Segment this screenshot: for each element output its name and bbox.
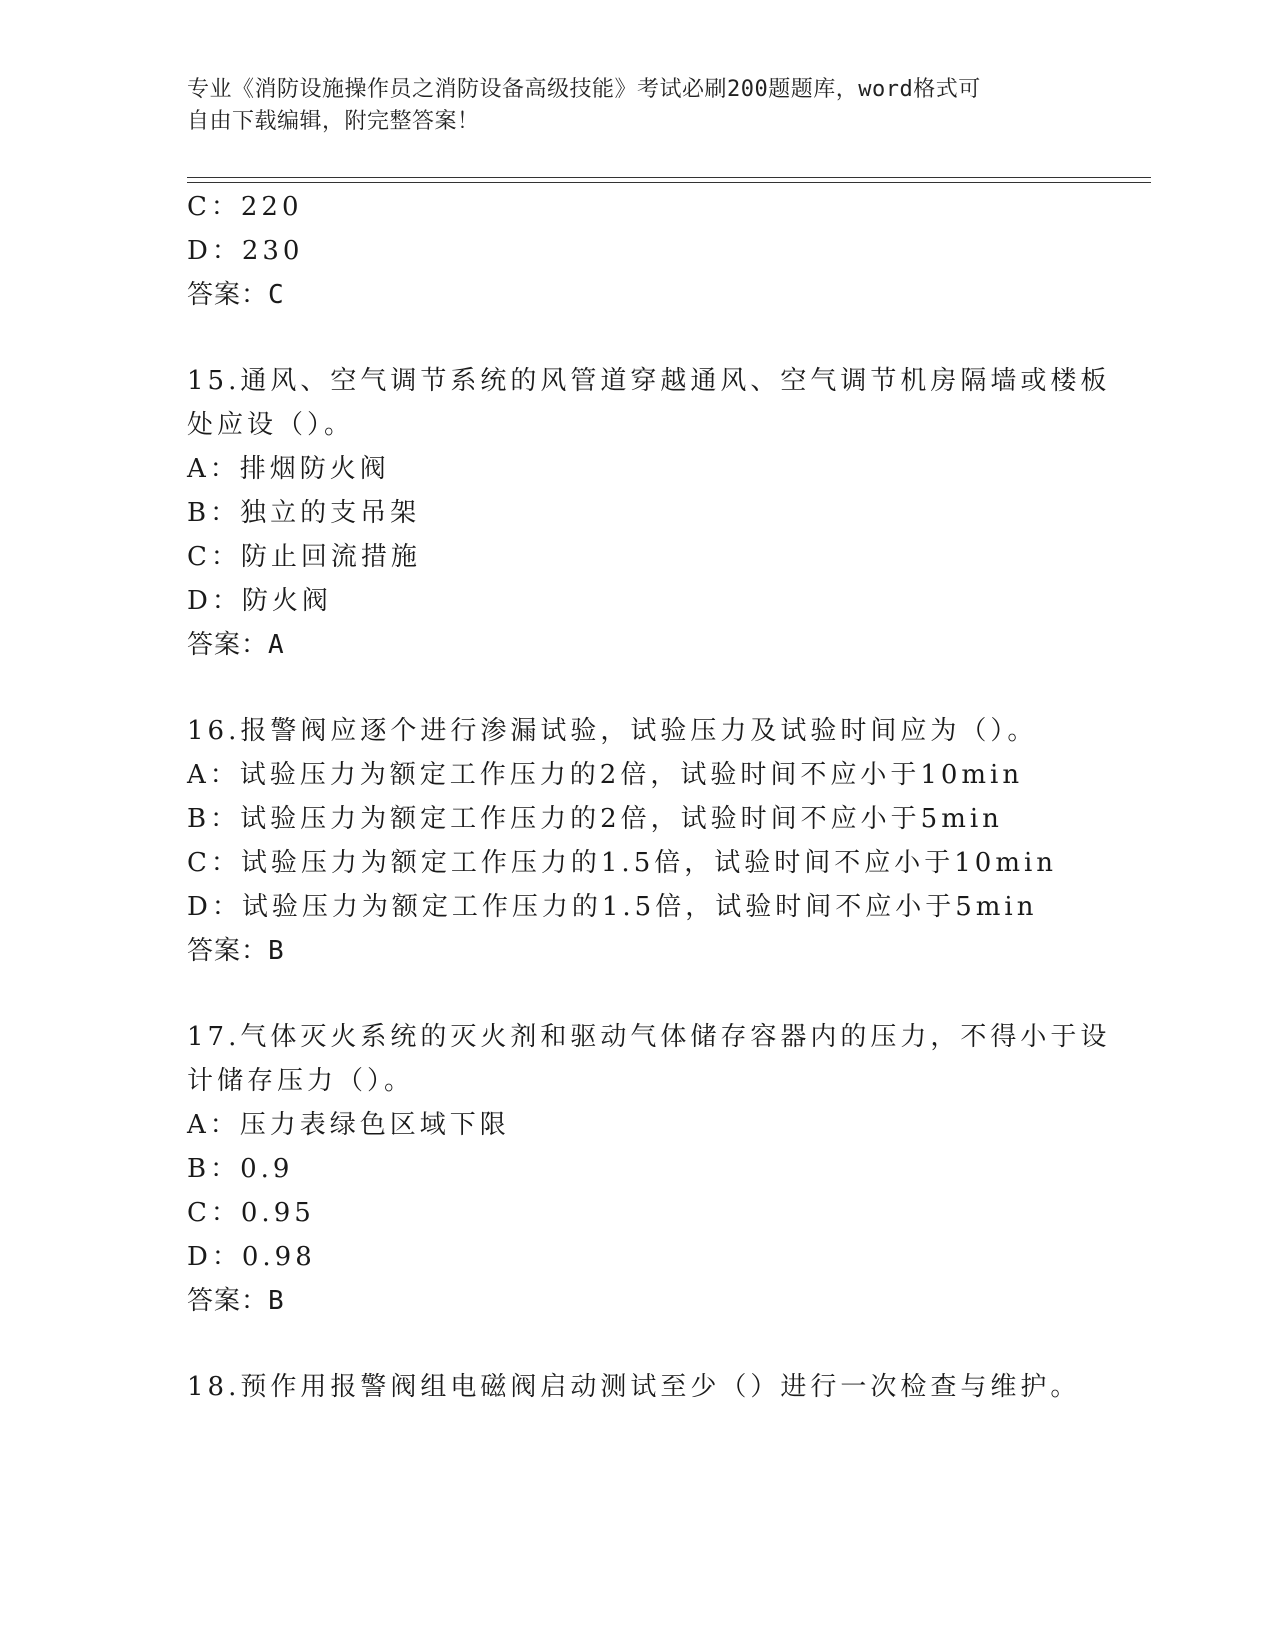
q16-option-c: C：试验压力为额定工作压力的1.5倍，试验时间不应小于10min xyxy=(187,848,1058,878)
q15-answer: 答案：A xyxy=(187,630,285,660)
q18-stem: 18.预作用报警阀组电磁阀启动测试至少（）进行一次检查与维护。 xyxy=(187,1372,1081,1402)
q15-stem-line-2: 处应设（）。 xyxy=(187,410,355,440)
q15-option-b: B：独立的支吊架 xyxy=(187,498,421,528)
q15-option-c: C：防止回流措施 xyxy=(187,542,421,572)
q15-option-a: A：排烟防火阀 xyxy=(187,454,390,484)
prev-option-c: C：220 xyxy=(187,192,303,222)
q17-option-b: B：0.9 xyxy=(187,1154,294,1184)
q16-option-a: A：试验压力为额定工作压力的2倍，试验时间不应小于10min xyxy=(187,760,1024,790)
q17-option-c: C：0.95 xyxy=(187,1198,315,1228)
document-header xyxy=(187,74,1087,138)
q16-answer: 答案：B xyxy=(187,936,285,966)
q17-stem-line-1: 17.气体灭火系统的灭火剂和驱动气体储存容器内的压力，不得小于设 xyxy=(187,1022,1111,1052)
prev-answer: 答案：C xyxy=(187,280,285,310)
q16-stem: 16.报警阀应逐个进行渗漏试验，试验压力及试验时间应为（）。 xyxy=(187,716,1038,746)
header-divider-bottom xyxy=(187,182,1151,183)
q17-answer: 答案：B xyxy=(187,1286,285,1316)
q17-option-a: A：压力表绿色区域下限 xyxy=(187,1110,510,1140)
q15-stem-line-1: 15.通风、空气调节系统的风管道穿越通风、空气调节机房隔墙或楼板 xyxy=(187,366,1111,396)
q17-stem-line-2: 计储存压力（）。 xyxy=(187,1066,415,1096)
q16-option-b: B：试验压力为额定工作压力的2倍，试验时间不应小于5min xyxy=(187,804,1003,834)
q15-option-d: D：防火阀 xyxy=(187,586,332,616)
q17-option-d: D：0.98 xyxy=(187,1242,316,1272)
header-divider-top xyxy=(187,177,1151,178)
prev-option-d: D：230 xyxy=(187,236,304,266)
q16-option-d: D：试验压力为额定工作压力的1.5倍，试验时间不应小于5min xyxy=(187,892,1038,922)
header-line-1: 专业《消防设施操作员之消防设备高级技能》考试必刷200题题库，word格式可 xyxy=(187,77,981,102)
header-line-2: 自由下载编辑，附完整答案！ xyxy=(187,109,480,134)
